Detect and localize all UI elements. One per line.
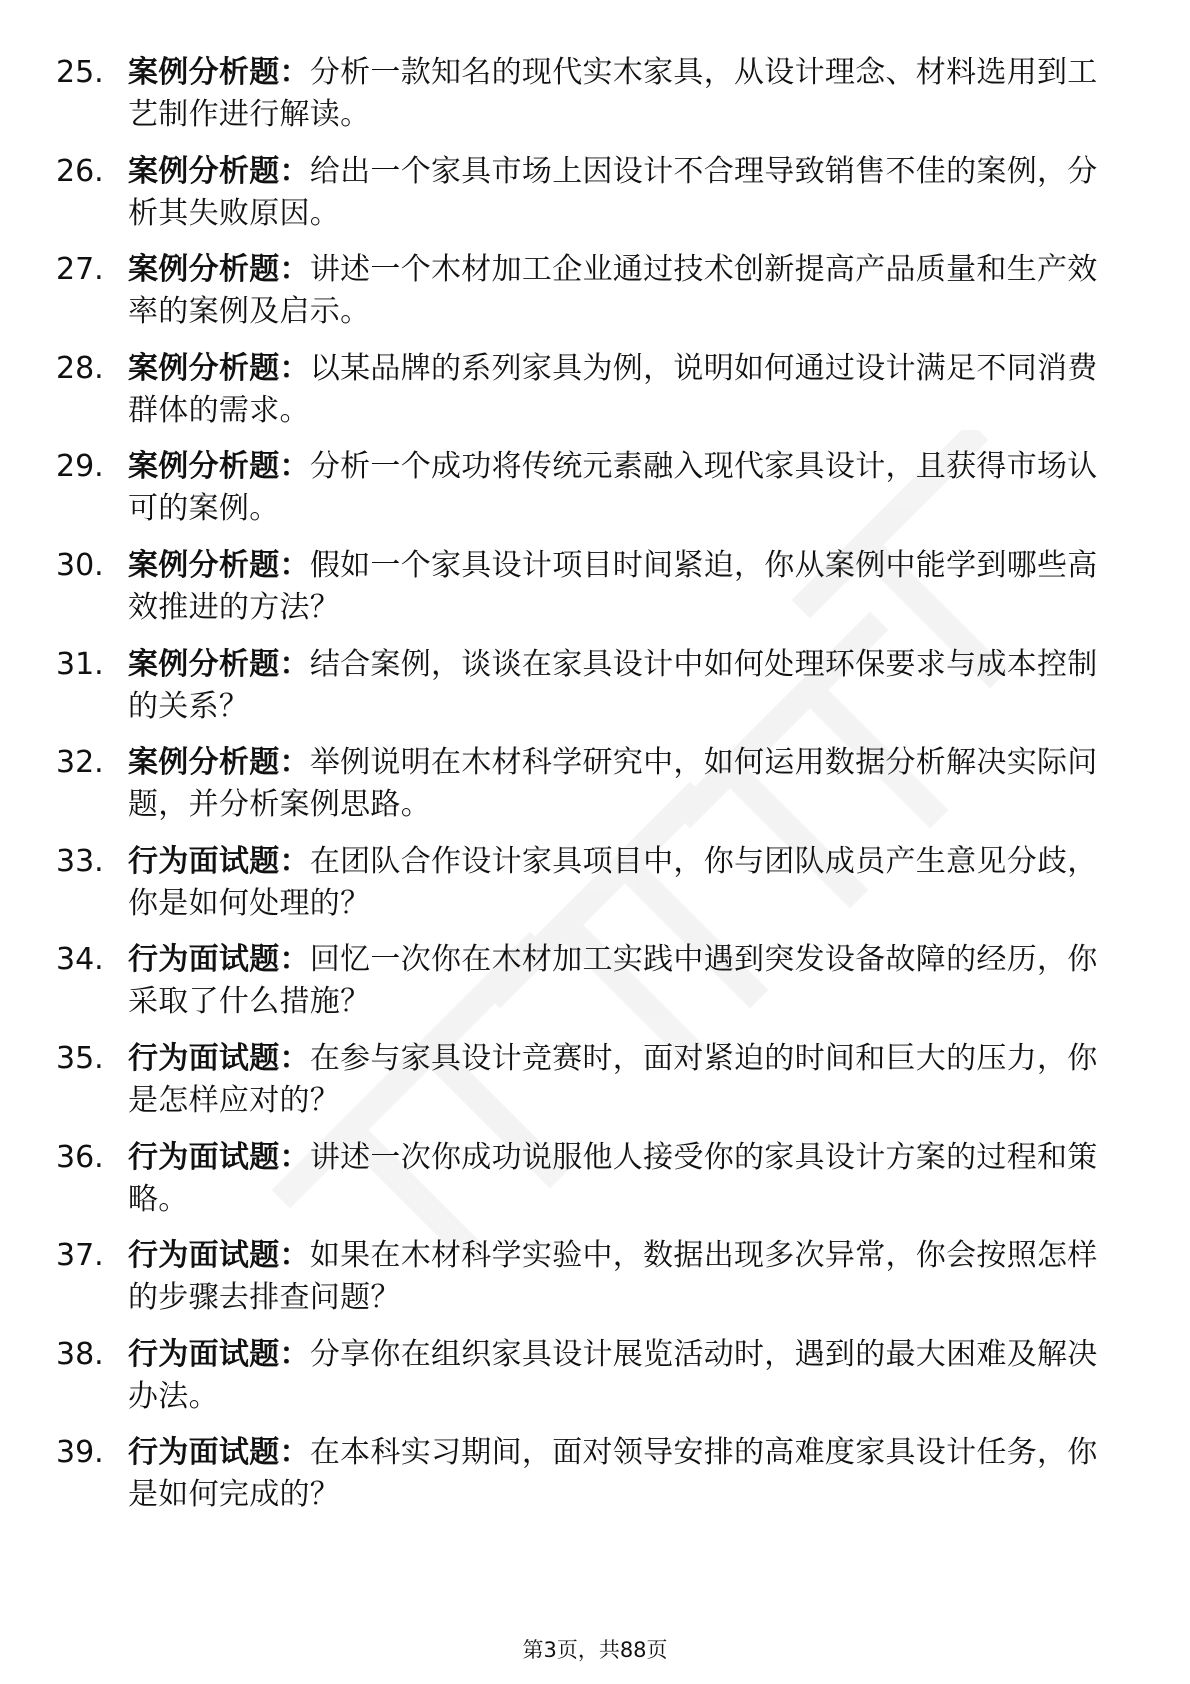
question-text: 在本科实习期间，面对领导安排的高难度家具设计任务，你是如何完成的？ [128,1435,1098,1513]
question-category: 案例分析题： [128,153,310,189]
question-category: 行为面试题： [128,1040,310,1076]
question-item-34 [56,939,1116,1038]
question-text: 在团队合作设计家具项目中，你与团队成员产生意见分歧，你是如何处理的？ [128,843,1098,921]
question-item-28 [56,348,1116,447]
question-item-37 [56,1235,1116,1334]
question-body [128,52,1116,136]
question-number: 38. [56,1336,104,1372]
question-number: 36. [56,1139,104,1175]
question-number: 33. [56,843,104,879]
question-body [128,644,1116,728]
question-number: 35. [56,1040,104,1076]
question-text: 假如一个家具设计项目时间紧迫，你从案例中能学到哪些高效推进的方法？ [128,547,1098,625]
question-text: 分析一款知名的现代实木家具，从设计理念、材料选用到工艺制作进行解读。 [128,55,1098,132]
question-number: 28. [56,350,104,386]
page-number-footer: 第3页，共88页 [522,1638,668,1662]
question-item-32 [56,742,1116,841]
question-category: 行为面试题： [128,1336,310,1372]
question-body [128,151,1116,235]
question-item-35 [56,1038,1116,1137]
question-item-36 [56,1137,1116,1236]
question-text: 回忆一次你在木材加工实践中遇到突发设备故障的经历，你采取了什么措施？ [128,942,1098,1020]
question-item-30 [56,545,1116,644]
question-category: 行为面试题： [128,1435,310,1471]
question-body [128,742,1116,826]
question-category: 行为面试题： [128,1139,310,1175]
question-category: 行为面试题： [128,1238,310,1274]
question-text: 分析一个成功将传统元素融入现代家具设计，且获得市场认可的案例。 [128,449,1098,527]
question-item-26 [56,151,1116,250]
question-number: 34. [56,942,104,978]
question-number: 37. [56,1238,104,1274]
question-text: 以某品牌的系列家具为例，说明如何通过设计满足不同消费群体的需求。 [128,350,1098,428]
question-body [128,1137,1116,1221]
question-item-25 [56,52,1116,151]
question-text: 给出一个家具市场上因设计不合理导致销售不佳的案例，分析其失败原因。 [128,153,1098,231]
question-number: 29. [56,449,104,485]
question-item-27 [56,249,1116,348]
question-text: 在参与家具设计竞赛时，面对紧迫的时间和巨大的压力，你是怎样应对的？ [128,1040,1098,1118]
question-text: 讲述一个木材加工企业通过技术创新提高产品质量和生产效率的案例及启示。 [128,252,1098,330]
question-number: 31. [56,646,104,682]
question-category: 案例分析题： [128,547,310,583]
question-item-39 [56,1432,1116,1531]
question-number: 30. [56,547,104,583]
question-category: 案例分析题： [128,449,310,485]
question-body [128,545,1116,629]
question-text: 如果在木材科学实验中，数据出现多次异常，你会按照怎样的步骤去排查问题？ [128,1238,1098,1316]
question-number: 26. [56,153,104,189]
question-number: 39. [56,1435,104,1471]
question-text: 讲述一次你成功说服他人接受你的家具设计方案的过程和策略。 [128,1139,1098,1217]
question-item-29 [56,446,1116,545]
question-category: 案例分析题： [128,745,310,781]
question-body [128,1235,1116,1319]
question-body [128,348,1116,432]
question-category: 案例分析题： [128,350,310,386]
question-body [128,446,1116,530]
question-item-33 [56,841,1116,940]
question-body [128,939,1116,1023]
question-text: 举例说明在木材科学研究中，如何运用数据分析解决实际问题，并分析案例思路。 [128,745,1098,823]
question-category: 案例分析题： [128,646,310,682]
question-number: 32. [56,745,104,781]
question-body [128,1038,1116,1122]
question-category: 案例分析题： [128,55,310,90]
question-category: 行为面试题： [128,942,310,978]
question-text: 分享你在组织家具设计展览活动时，遇到的最大困难及解决办法。 [128,1336,1098,1414]
question-item-38 [56,1334,1116,1433]
question-number: 27. [56,252,104,288]
question-category: 案例分析题： [128,252,310,288]
question-item-31 [56,644,1116,743]
question-list [56,52,1116,1531]
question-body [128,1432,1116,1516]
question-body [128,249,1116,333]
question-category: 行为面试题： [128,843,310,879]
question-number: 25. [56,55,104,90]
question-body [128,841,1116,925]
question-body [128,1334,1116,1418]
question-text: 结合案例，谈谈在家具设计中如何处理环保要求与成本控制的关系？ [128,646,1098,724]
